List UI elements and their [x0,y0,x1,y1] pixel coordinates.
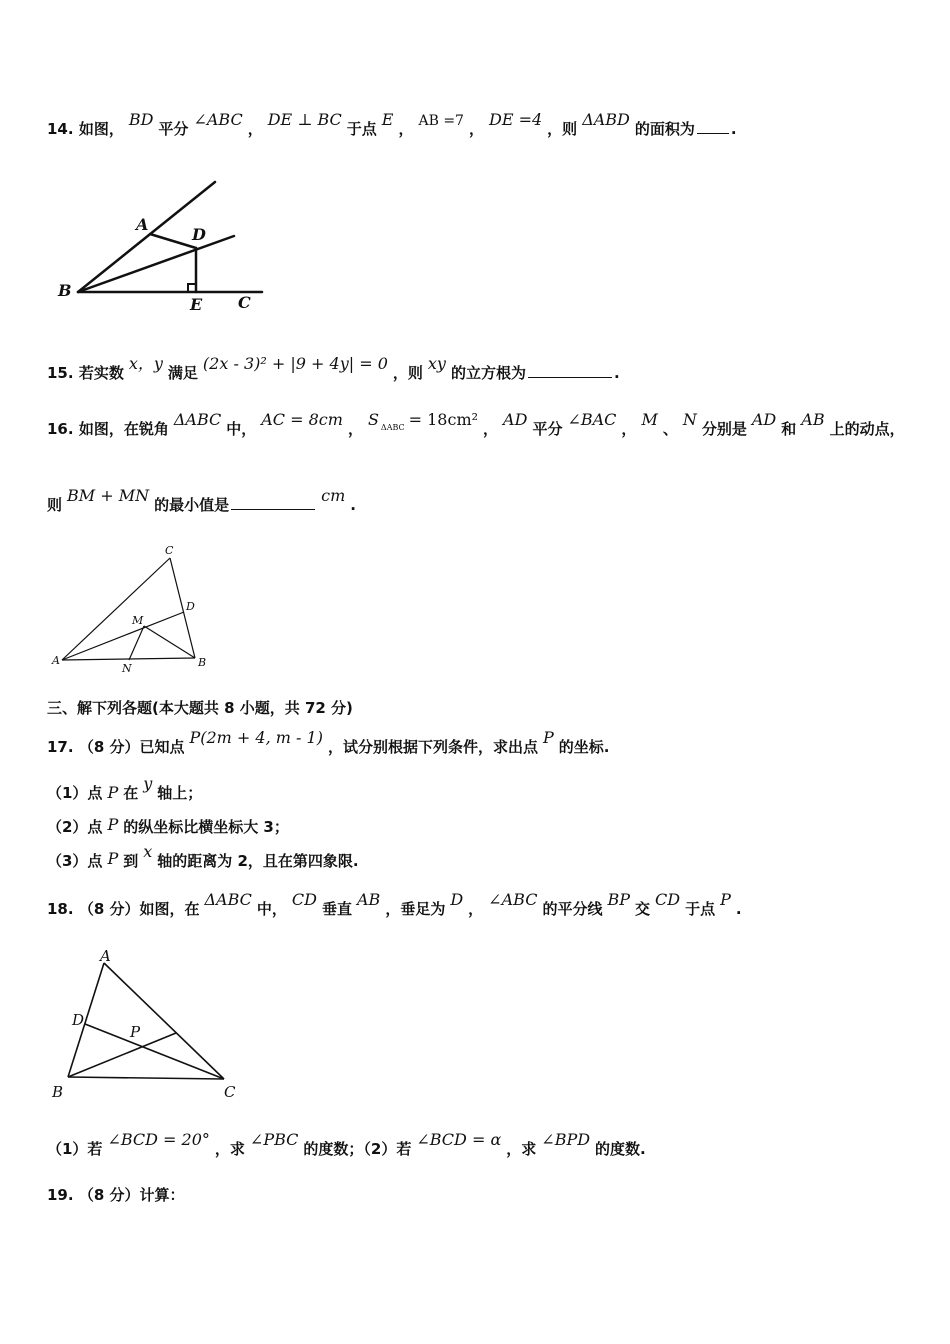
label-D: D [186,600,195,613]
q17-sub-3: （3）点 P 到 x 轴的距离为 2，且在第四象限. [47,842,359,870]
q15-number: 15. [47,364,74,382]
label-N: N [122,662,132,675]
label-E: E [190,295,203,314]
q16-figure [50,540,220,675]
q17-line: 17. （8 分）已知点 P(2m + 4, m - 1) ，试分别根据下列条件，求出点 P 的坐标. [47,728,610,756]
label-B: B [198,656,207,669]
q16-number: 16. [47,420,74,438]
q16-line-2: 则 BM + MN 的最小值是 cm . [47,486,356,514]
q14-number: 14. [47,120,74,138]
q18-subquestions: （1）若 ∠BCD = 20° ，求 ∠PBC 的度数；（2）若 ∠BCD = α ，求 ∠BPD 的度数. [47,1130,646,1158]
q17-sub-1: （1）点 P 在 y 轴上； [47,774,203,802]
label-D: D [192,225,206,244]
q15-line: 15. 若实数 x，y 满足 (2x - 3)² + |9 + 4y| = 0 ，则 xy 的立方根为 . [47,354,620,382]
answer-blank [528,363,612,378]
q19-number: 19. [47,1186,74,1204]
q14-line: 14. 如图， BD 平分 ∠ABC ， DE ⊥ BC 于点 E ， AB =7 ， DE =4 ，则 ΔABD 的面积为 . [47,110,737,138]
q18-line: 18. （8 分）如图，在 ΔABC 中， CD 垂直 AB ，垂足为 D ， ∠ABC 的平分线 BP 交 CD 于点 P . [47,890,742,918]
label-C: C [238,293,251,312]
section-3-title: 三、解下列各题(本大题共 8 小题，共 72 分) [47,699,353,717]
label-A: A [136,215,149,234]
q18-number: 18. [47,900,74,918]
q18-figure [48,945,248,1105]
label-A: A [52,654,60,667]
label-C: C [224,1083,236,1101]
q14-figure [50,172,280,322]
label-B: B [58,281,72,300]
label-P: P [130,1023,141,1041]
q16-line-1: 16. 如图，在锐角 ΔABC 中， AC = 8cm ， S $^{\Delta ABC}$ = 18cm² ， AD 平分 ∠BAC ， M 、 N 分别是 AD 和 AB 上的动点， [47,410,905,438]
q17-sub-2: （2）点 P 的纵坐标比横坐标大 3； [47,815,289,836]
answer-blank [231,495,315,510]
label-C: C [165,544,174,557]
q17-number: 17. [47,738,74,756]
label-D: D [72,1011,85,1029]
label-B: B [52,1083,64,1101]
label-M: M [132,614,144,627]
answer-blank [697,119,729,134]
q19-line: 19. （8 分）计算： [47,1186,185,1204]
label-A: A [100,947,111,965]
